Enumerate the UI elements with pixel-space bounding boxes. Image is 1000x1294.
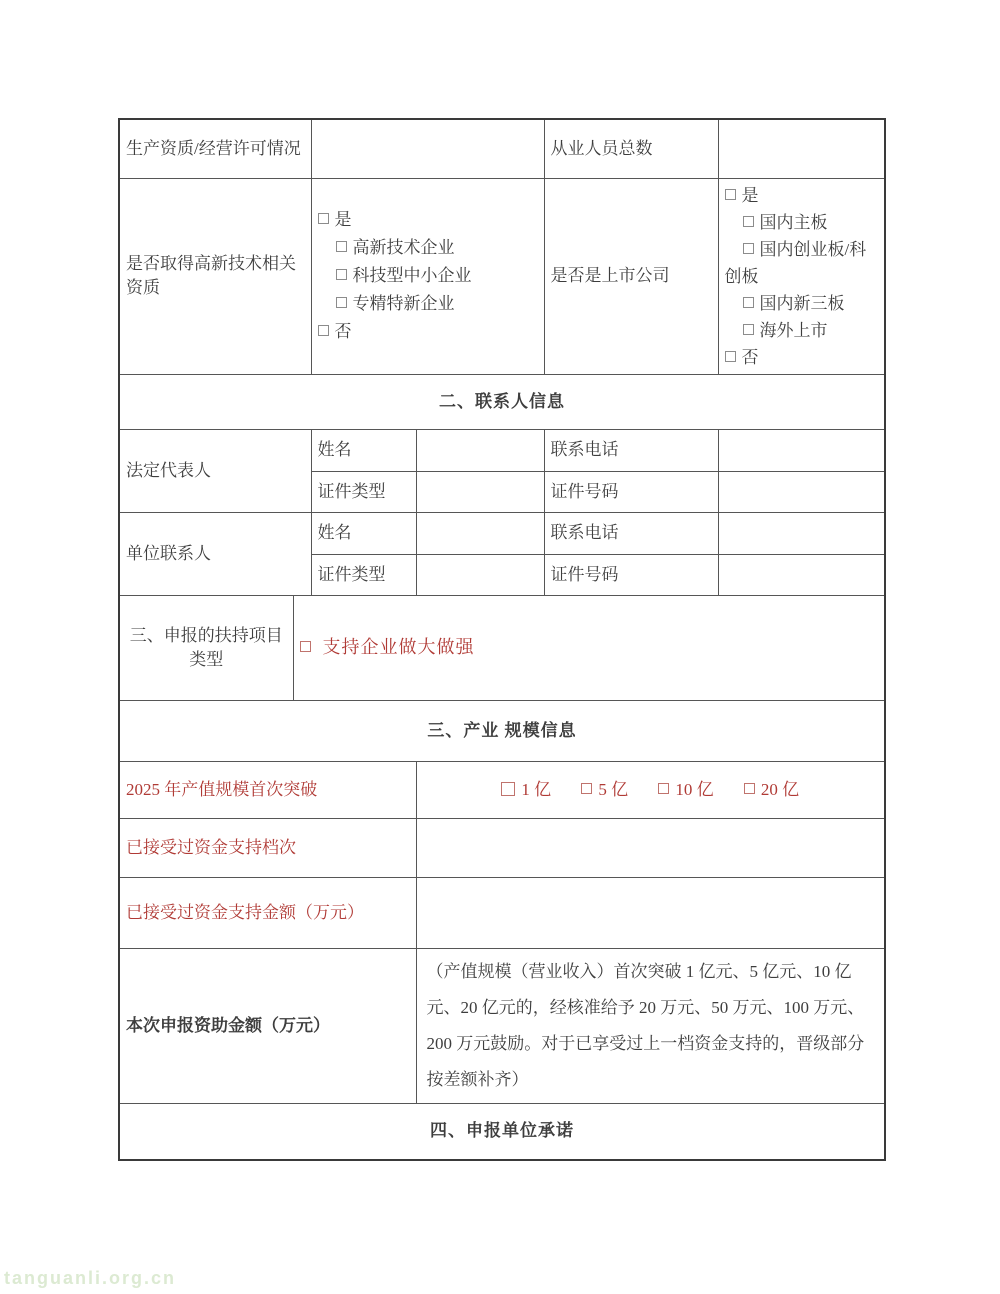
checkbox-icon[interactable] xyxy=(318,213,329,224)
checkbox-icon[interactable] xyxy=(336,297,347,308)
checkbox-icon[interactable] xyxy=(581,783,592,794)
checkbox-icon[interactable] xyxy=(501,782,515,796)
application-form-table xyxy=(118,118,886,1161)
checkbox-icon[interactable] xyxy=(725,189,736,200)
listed-option-chuangyeban[interactable]: 国内创业板/科创板 xyxy=(724,239,867,286)
legal-rep-idtype-label: 证件类型 xyxy=(311,471,416,512)
funded-level-value[interactable] xyxy=(416,818,885,877)
checkbox-icon[interactable] xyxy=(658,783,669,794)
hightech-option-zhuanjing[interactable]: 专精特新企业 xyxy=(318,290,538,318)
production-license-value[interactable] xyxy=(311,119,544,178)
checkbox-icon[interactable] xyxy=(336,241,347,252)
unit-contact-phone-label: 联系电话 xyxy=(544,512,718,554)
checkbox-icon[interactable] xyxy=(743,243,754,254)
project-type-label: 三、申报的扶持项目类型 xyxy=(119,595,293,700)
legal-rep-phone-label: 联系电话 xyxy=(544,429,718,471)
scale-option-10yi[interactable]: 10 亿 xyxy=(658,778,713,802)
listed-option-haiwai[interactable]: 海外上市 xyxy=(725,317,879,344)
listed-label: 是否是上市公司 xyxy=(544,178,718,374)
employee-total-value[interactable] xyxy=(718,119,885,178)
hightech-option-keji[interactable]: 科技型中小企业 xyxy=(318,262,538,290)
scale-option-5yi[interactable]: 5 亿 xyxy=(581,778,628,802)
unit-contact-name-value[interactable] xyxy=(416,512,544,554)
production-license-label: 生产资质/经营许可情况 xyxy=(119,119,311,178)
legal-rep-idno-value[interactable] xyxy=(718,471,885,512)
listed-options xyxy=(718,178,885,374)
legal-rep-idtype-value[interactable] xyxy=(416,471,544,512)
scale-option-20yi[interactable]: 20 亿 xyxy=(744,778,799,802)
checkbox-icon[interactable] xyxy=(743,216,754,227)
listed-option-xinsanban[interactable]: 国内新三板 xyxy=(725,290,879,317)
employee-total-label: 从业人员总数 xyxy=(544,119,718,178)
listed-option-no[interactable]: 否 xyxy=(725,344,879,371)
legal-rep-idno-label: 证件号码 xyxy=(544,471,718,512)
hightech-options xyxy=(311,178,544,374)
site-watermark: tanguanli.org.cn xyxy=(4,1268,177,1288)
project-type-option-cell xyxy=(293,595,885,700)
checkbox-icon[interactable] xyxy=(318,325,329,336)
project-type-option[interactable]: 支持企业做大做强 xyxy=(300,637,475,657)
legal-rep-name-label: 姓名 xyxy=(311,429,416,471)
funded-amount-label: 已接受过资金支持金额（万元） xyxy=(119,877,416,948)
legal-rep-phone-value[interactable] xyxy=(718,429,885,471)
hightech-option-no[interactable]: 否 xyxy=(318,318,538,346)
legal-rep-label: 法定代表人 xyxy=(119,429,311,512)
unit-contact-name-label: 姓名 xyxy=(311,512,416,554)
funded-amount-value[interactable] xyxy=(416,877,885,948)
scale-option-1yi[interactable]: 1 亿 xyxy=(501,778,551,802)
breakthrough-options xyxy=(416,761,885,818)
checkbox-icon[interactable] xyxy=(744,783,755,794)
apply-amount-note: （产值规模（营业收入）首次突破 1 亿元、5 亿元、10 亿元、20 亿元的，经核准给予 20 万元、50 万元、100 万元、200 万元鼓励。对于已享受过上一档资金支持的，晋级部分按差额补齐） xyxy=(426,961,865,1089)
unit-contact-idtype-label: 证件类型 xyxy=(311,554,416,595)
listed-option-yes[interactable]: 是 xyxy=(725,182,879,209)
hightech-label: 是否取得高新技术相关资质 xyxy=(119,178,311,374)
checkbox-icon[interactable] xyxy=(300,641,311,652)
checkbox-icon[interactable] xyxy=(743,297,754,308)
section-header-contact: 二、联系人信息 xyxy=(119,374,885,429)
legal-rep-name-value[interactable] xyxy=(416,429,544,471)
section-header-commitment: 四、申报单位承诺 xyxy=(119,1103,885,1160)
unit-contact-idtype-value[interactable] xyxy=(416,554,544,595)
checkbox-icon[interactable] xyxy=(743,324,754,335)
unit-contact-label: 单位联系人 xyxy=(119,512,311,595)
unit-contact-phone-value[interactable] xyxy=(718,512,885,554)
apply-amount-note-cell xyxy=(416,948,885,1103)
listed-option-zhuban[interactable]: 国内主板 xyxy=(725,209,879,236)
hightech-option-gaoxin[interactable]: 高新技术企业 xyxy=(318,234,538,262)
checkbox-icon[interactable] xyxy=(725,351,736,362)
section-header-industry: 三、产业 规模信息 xyxy=(119,700,885,761)
breakthrough-label: 2025 年产值规模首次突破 xyxy=(119,761,416,818)
hightech-option-yes[interactable]: 是 xyxy=(318,206,538,234)
checkbox-icon[interactable] xyxy=(336,269,347,280)
apply-amount-label: 本次申报资助金额（万元） xyxy=(119,948,416,1103)
funded-level-label: 已接受过资金支持档次 xyxy=(119,818,416,877)
unit-contact-idno-label: 证件号码 xyxy=(544,554,718,595)
unit-contact-idno-value[interactable] xyxy=(718,554,885,595)
